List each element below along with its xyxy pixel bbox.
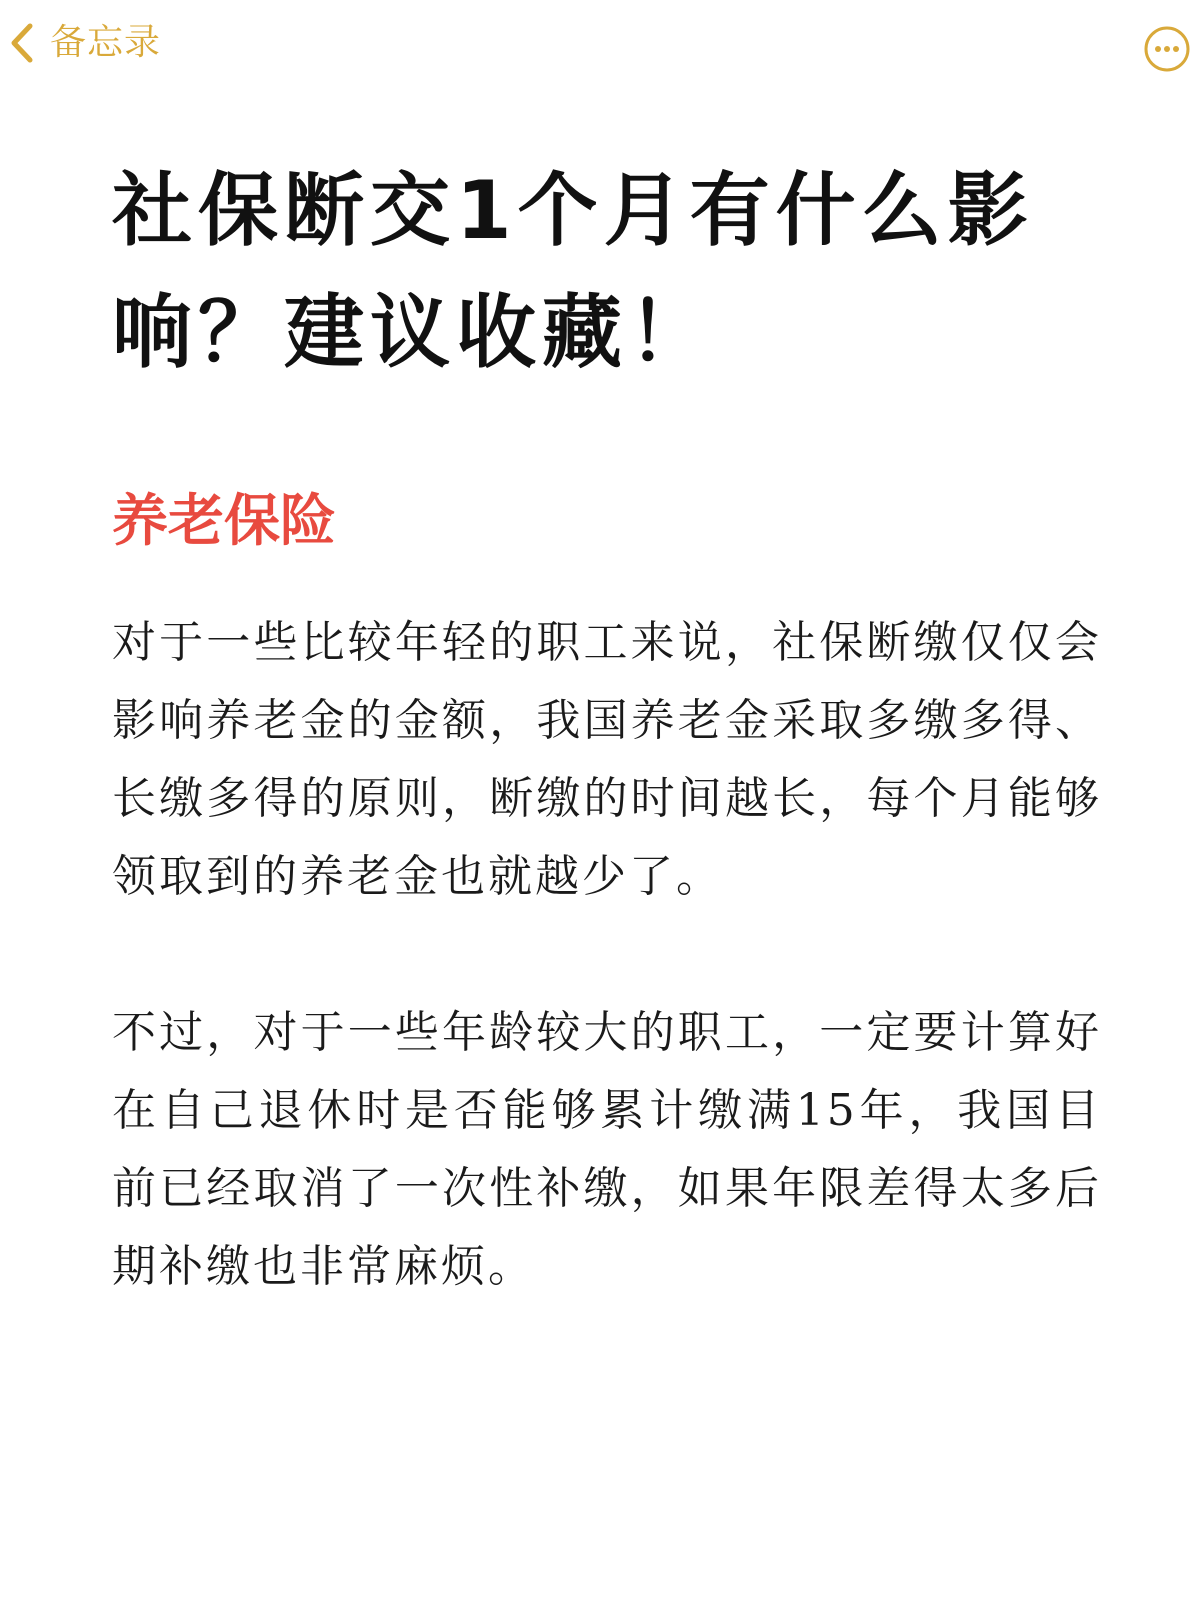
back-button-label: 备忘录 <box>50 22 162 63</box>
ellipsis-circle-icon <box>1142 24 1192 74</box>
paragraph-older-workers: 不过，对于一些年龄较大的职工，一定要计算好在自己退休时是否能够累计缴满15年，我国目前已经取消了一次性补缴，如果年限差得太多后期补缴也非常麻烦。 <box>112 1007 1102 1292</box>
back-button[interactable] <box>6 18 161 68</box>
section-heading-pension-insurance: 养老保险 <box>112 488 336 554</box>
chevron-left-icon <box>6 20 38 66</box>
navigation-bar <box>0 0 1200 90</box>
more-options-button[interactable] <box>1142 24 1192 74</box>
note-body[interactable] <box>112 150 1102 1306</box>
note-title: 社保断交1个月有什么影响？建议收藏！ <box>112 164 1034 379</box>
paragraph-young-workers: 对于一些比较年轻的职工来说，社保断缴仅仅会影响养老金的金额，我国养老金采取多缴多得、长缴多得的原则，断缴的时间越长，每个月能够领取到的养老金也就越少了。 <box>112 617 1102 902</box>
